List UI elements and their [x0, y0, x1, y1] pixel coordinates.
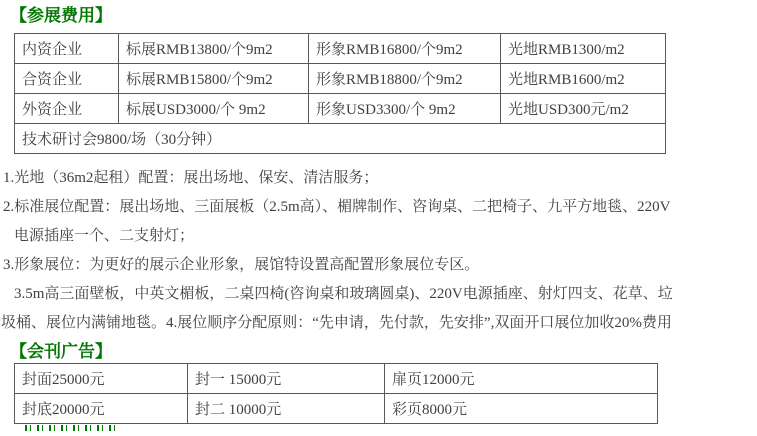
fee-notes: [0, 164, 757, 338]
ads-heading: 【会刊广告】: [10, 342, 112, 361]
table-cell: 形象RMB18800/个9m2: [309, 64, 501, 94]
note-line: 圾桶、展位内满铺地毯。4.展位顺序分配原则：“先申请，先付款，先安排”,双面开口展位加收20%费用: [1, 315, 672, 331]
table-cell: 封一 15000元: [188, 364, 385, 394]
table-cell: 扉页12000元: [385, 364, 658, 394]
table-row: [15, 364, 658, 394]
table-row: [15, 94, 666, 124]
table-cell: 封二 10000元: [188, 394, 385, 424]
table-cell: 标展USD3000/个 9m2: [119, 94, 309, 124]
note-line: 1.光地（36m2起租）配置：展出场地、保安、清洁服务；: [3, 170, 379, 186]
note-line: 电源插座一个、二支射灯；: [14, 228, 195, 244]
table-cell: 形象RMB16800/个9m2: [309, 34, 501, 64]
page: [0, 7, 757, 436]
table-cell: 合资企业: [15, 64, 119, 94]
fees-table: [14, 33, 666, 154]
ads-table: [14, 363, 658, 424]
table-cell-seminar: 技术研讨会9800/场（30分钟）: [15, 124, 666, 154]
clipped-green-text: [25, 425, 121, 431]
note-line: 2.标准展位配置：展出场地、三面展板（2.5m高）、楣牌制作、咨询桌、二把椅子、九平方地毯、220V: [3, 199, 671, 215]
table-cell: 封底20000元: [15, 394, 188, 424]
table-cell: 光地USD300元/m2: [501, 94, 666, 124]
table-cell: 标展RMB13800/个9m2: [119, 34, 309, 64]
table-row: [15, 124, 666, 154]
table-row: [15, 64, 666, 94]
note-line: 3.5m高三面壁板，中英文楣板，二桌四椅(咨询桌和玻璃圆桌)、220V电源插座、射灯四支、花草、垃: [14, 286, 673, 302]
note-line: 3.形象展位：为更好的展示企业形象，展馆特设置高配置形象展位专区。: [3, 257, 480, 273]
table-cell: 封面25000元: [15, 364, 188, 394]
table-cell: 内资企业: [15, 34, 119, 64]
table-cell: 标展RMB15800/个9m2: [119, 64, 309, 94]
table-cell: 光地RMB1300/m2: [501, 34, 666, 64]
table-cell: 外资企业: [15, 94, 119, 124]
table-cell: 形象USD3300/个 9m2: [309, 94, 501, 124]
table-row: [15, 394, 658, 424]
fees-heading: 【参展费用】: [10, 6, 112, 25]
table-cell: 彩页8000元: [385, 394, 658, 424]
table-row: [15, 34, 666, 64]
table-cell: 光地RMB1600/m2: [501, 64, 666, 94]
